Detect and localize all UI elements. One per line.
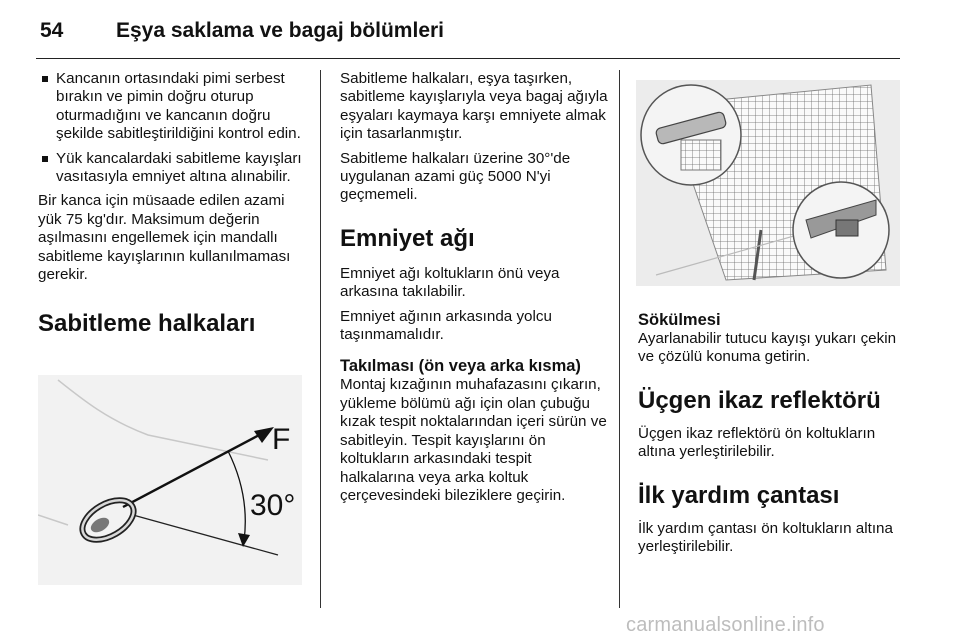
- lashing-eyes-max-force: Sabitleme halkaları üzerine 30°'de uygulanan azami güç 5000 N'yi geçmemeli.: [340, 149, 571, 204]
- safety-net-mounting: Emniyet ağı koltukların önü veya arkasına takılabilir.: [340, 264, 560, 301]
- page-title: Eşya saklama ve bagaj bölümleri: [116, 19, 445, 42]
- safety-net-no-passengers: Emniyet ağının arkasında yolcu taşınmamalıdır.: [340, 307, 552, 344]
- bullet-load-straps: Yük kancalardaki sabitleme kayışları vasıtasıyla emniyet altına alınabilir.: [38, 150, 306, 187]
- heading-safety-net: Emniyet ağı: [340, 224, 475, 252]
- heading-warning-triangle: Üçgen ikaz reflektörü: [638, 386, 881, 414]
- detail-circle-top: [641, 85, 741, 185]
- installing-instructions: Montaj kızağının muhafazasını çıkarın, yükleme bölümü ağı için olan çubuğu kızak tespit noktalarından içeri sürün ve sabitleyin. Tespit kayışlarını ön koltukların arkasındaki tespit halkalarına veya arka koltuk çerçevesindeki bileziklere geçirin.: [340, 376, 607, 504]
- warning-triangle-text: Üçgen ikaz reflektörü ön koltukların altına yerleştirilebilir.: [638, 424, 876, 461]
- page-number: 54: [40, 19, 64, 42]
- watermark: carmanualsonline.info: [626, 614, 825, 636]
- safety-net-illustration: [636, 80, 900, 286]
- lashing-eyes-purpose: Sabitleme halkaları, eşya taşırken, sabitleme kayışlarıyla veya bagaj ağıyla eşyaları kaymaya karşı emniyete almak için tasarlanmıştır.: [340, 70, 608, 143]
- heading-removal: Sökülmesi: [638, 311, 721, 329]
- bullet-release-pin: Kancanın ortasındaki pimi serbest bırakın ve pimin doğru oturup oturmadığını ve kancanın doğru şekilde sabitleştirildiğini kontrol edin.: [38, 70, 306, 144]
- page-header: [36, 18, 900, 59]
- column-2: [340, 70, 608, 511]
- heading-installing: Takılması (ön veya arka kısma): [340, 357, 581, 376]
- removal-instructions: Ayarlanabilir tutucu kayışı yukarı çekin ve çözülü konuma getirin.: [638, 330, 897, 366]
- force-label: F: [272, 423, 291, 456]
- heading-first-aid-kit: İlk yardım çantası: [638, 481, 840, 509]
- detail-circle-bottom: [793, 182, 889, 278]
- lashing-eye-illustration: [38, 375, 302, 585]
- column-3: [638, 310, 910, 562]
- heading-lashing-eyes: Sabitleme halkaları: [38, 310, 256, 338]
- max-load-paragraph: Bir kanca için müsaade edilen azami yük 75 kg'dır. Maksimum değerin aşılmasını engellemek için mandallı sabitleme kayışlarının kullanılmaması gerekir.: [38, 192, 291, 284]
- column-1: [38, 70, 306, 350]
- angle-label: 30°: [250, 489, 296, 522]
- first-aid-kit-text: İlk yardım çantası ön koltukların altına yerleştirilebilir.: [638, 519, 893, 556]
- column-divider-right: [619, 70, 620, 608]
- illustration-background: [38, 375, 302, 585]
- column-divider-left: [320, 70, 321, 608]
